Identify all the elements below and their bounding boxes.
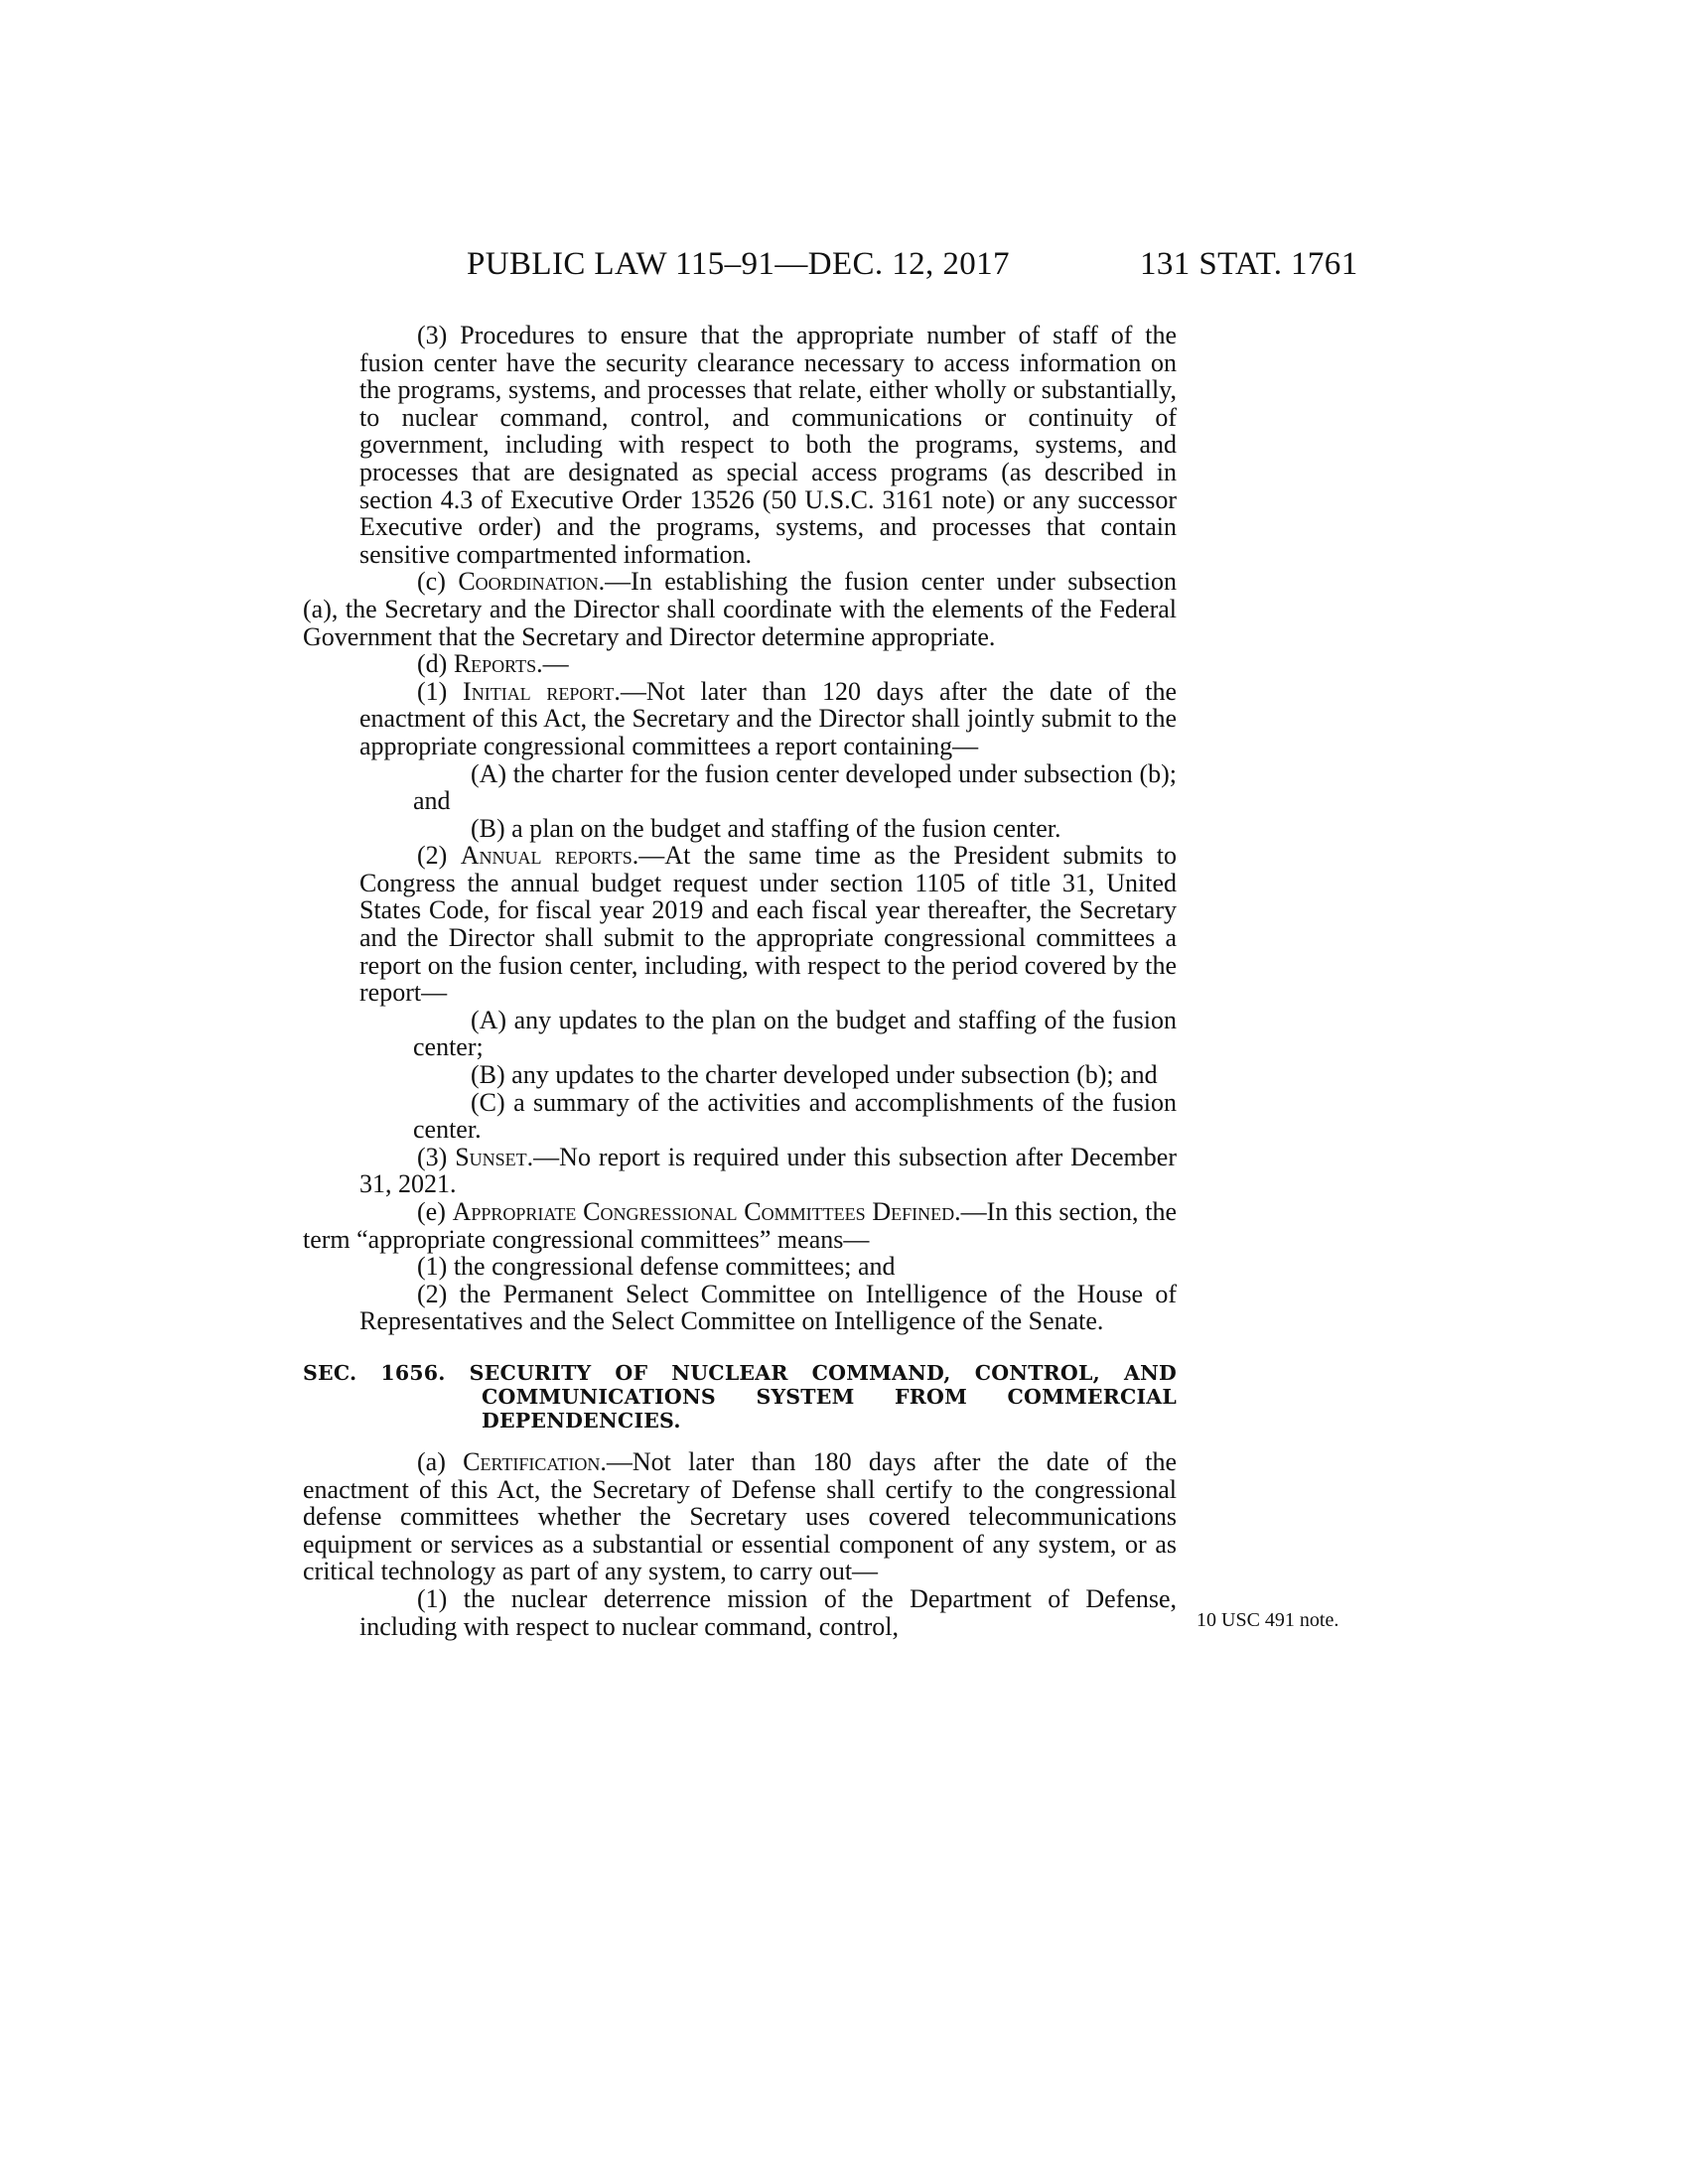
paragraph-d1b: (B) a plan on the budget and staffing of the fusion center. bbox=[471, 813, 1061, 843]
paragraph-heading: Initial report bbox=[463, 676, 615, 706]
paragraph-d1a: (A) the charter for the fusion center developed under subsection (b); and bbox=[413, 758, 1177, 816]
paragraph-heading: Annual reports bbox=[460, 841, 633, 871]
running-header-title: PUBLIC LAW 115–91—DEC. 12, 2017 bbox=[467, 246, 1010, 282]
subsection-heading: Certification bbox=[463, 1446, 601, 1476]
paragraph-d2b: (B) any updates to the charter developed under subsection (b); and bbox=[471, 1060, 1158, 1090]
paragraph-label: (1) bbox=[417, 676, 464, 706]
paragraph-e2: (2) the Permanent Select Committee on Intelligence of the House of Representatives and the Select Committee on Intelligence of the Senate. bbox=[359, 1279, 1177, 1336]
paragraph-text: .—Not later than 120 days after the date of the enactment of this Act, the Secretary and the Director shall jointly submit to the appropriate congressional committees a report containing— bbox=[359, 676, 1178, 760]
paragraph-heading: Sunset bbox=[455, 1142, 527, 1171]
subsection-text: .—Not later than 180 days after the date of the enactment of this Act, the Secretary of Defense shall certify to the congressional defense committees whether the Secretary uses covered telecommunications equipment or services as a substantial or essential component of any system, or as critical technology as part of any system, to carry out— bbox=[303, 1446, 1177, 1586]
paragraph-a bbox=[303, 1448, 1177, 1585]
paragraph-e bbox=[303, 1198, 1177, 1253]
page-stat-number: 131 STAT. 1761 bbox=[1140, 246, 1358, 282]
paragraph-text: .—At the same time as the President submits to Congress the annual budget request under section 1105 of title 31, United States Code, for fiscal year 2019 and each fiscal year thereafter, the Secretary and the Director shall submit to the appropriate congressional committees a report on the fusion center, including, with respect to the period covered by the report— bbox=[359, 841, 1177, 1008]
subsection-label: (a) bbox=[417, 1446, 464, 1476]
subsection-label: (d) bbox=[417, 649, 454, 679]
paragraph-d2c: (C) a summary of the activities and accomplishments of the fusion center. bbox=[413, 1087, 1177, 1145]
paragraph-a1: (1) the nuclear deterrence mission of the Department of Defense, including with respect to nuclear command, control, bbox=[359, 1583, 1177, 1641]
section-heading: SEC. 1656. SECURITY OF NUCLEAR COMMAND, CONTROL, AND COMMUNICATIONS SYSTEM FROM COMMERCIAL DEPENDENCIES. bbox=[303, 1360, 1177, 1433]
paragraph-label: (3) bbox=[417, 1142, 456, 1171]
paragraph-e1: (1) the congressional defense committees; and bbox=[417, 1252, 896, 1282]
paragraph-d3 bbox=[303, 1144, 1177, 1198]
paragraph-d2a: (A) any updates to the plan on the budget and staffing of the fusion center; bbox=[413, 1005, 1177, 1062]
paragraph-b3: (3) Procedures to ensure that the appropriate number of staff of the fusion center have the security clearance necessary to access information on the programs, systems, and processes that relate, either wholly or substantially, to nuclear command, control, and communications or continuity of government, including with respect to both the programs, systems, and processes that are designated as special access programs (as described in section 4.3 of Executive Order 13526 (50 U.S.C. 3161 note) or any successor Executive order) and the programs, systems, and processes that contain sensitive compartmented information. bbox=[359, 321, 1177, 569]
paragraph-label: (2) bbox=[417, 841, 461, 871]
paragraph-d2 bbox=[303, 842, 1177, 1007]
subsection-heading: Appropriate Congressional Committees Defined bbox=[452, 1197, 955, 1226]
subsection-heading: Reports bbox=[453, 649, 537, 679]
document-body bbox=[303, 322, 1177, 1640]
subsection-label: (c) bbox=[417, 567, 459, 597]
margin-citation-note: 10 USC 491 note. bbox=[1196, 1609, 1339, 1631]
paragraph-d1 bbox=[303, 678, 1177, 760]
subsection-text: .—In this section, the term “appropriate congressional committees” means— bbox=[303, 1197, 1178, 1254]
subsection-heading: Coordination bbox=[458, 567, 599, 597]
paragraph-c bbox=[303, 568, 1177, 650]
paragraph-text: .—No report is required under this subsection after December 31, 2021. bbox=[359, 1142, 1177, 1199]
subsection-text: .—In establishing the fusion center under subsection (a), the Secretary and the Director shall coordinate with the elements of the Federal Government that the Secretary and Director determine appropriate. bbox=[303, 567, 1177, 651]
subsection-label: (e) bbox=[417, 1197, 453, 1226]
paragraph-d bbox=[303, 650, 1177, 678]
subsection-text: .— bbox=[536, 649, 569, 679]
